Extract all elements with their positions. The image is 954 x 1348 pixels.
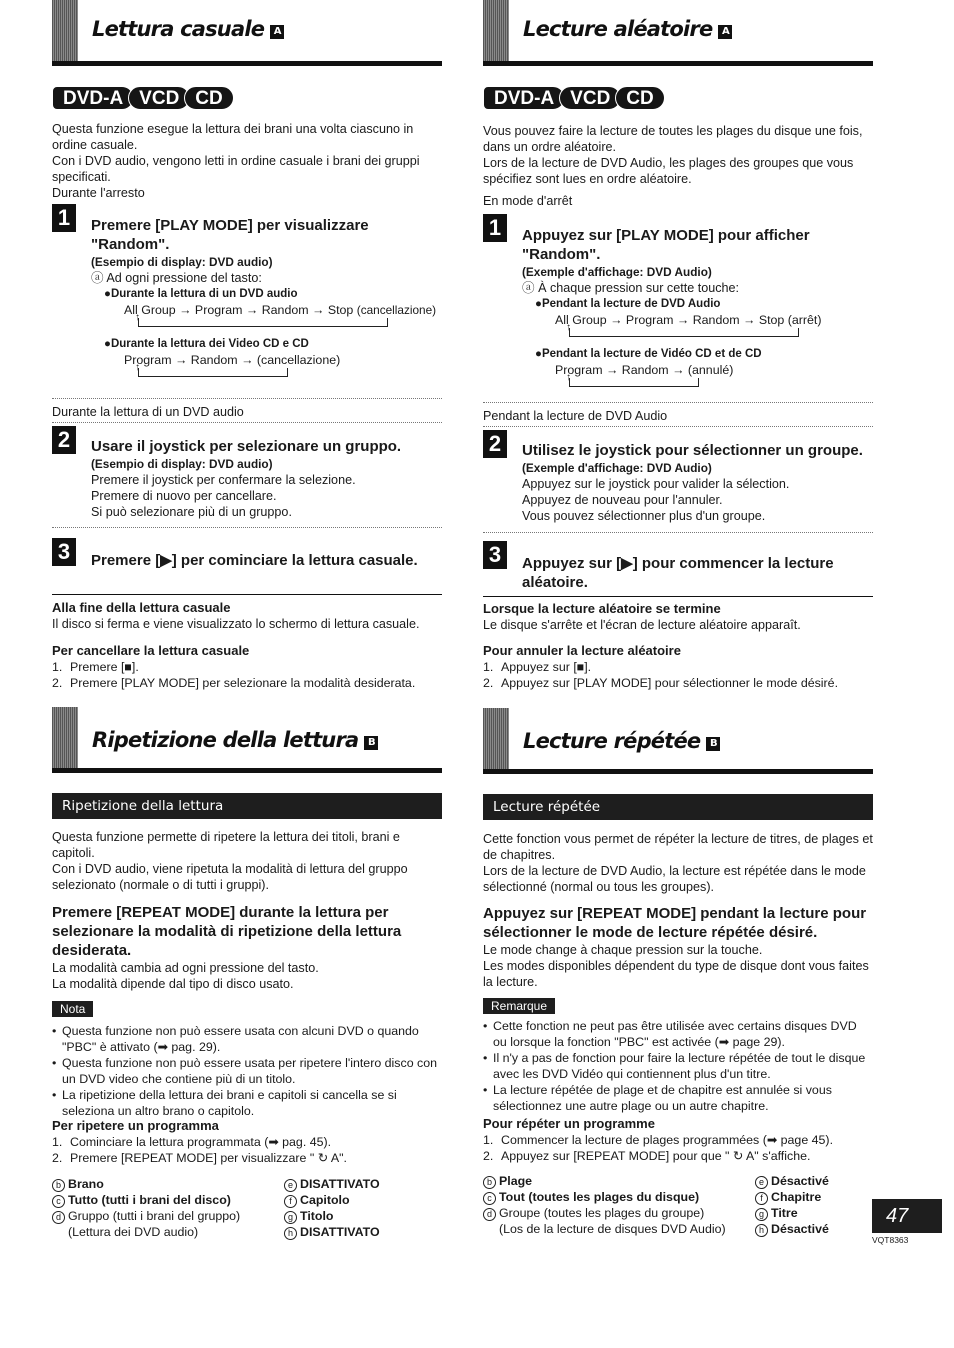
cycle-arrow (569, 328, 873, 338)
end-heading: Alla fine della lettura casuale (52, 600, 231, 615)
mode-item: (Lettura dei DVD audio) (68, 1225, 199, 1239)
sequence-note: (cancellazione) (356, 303, 437, 317)
mode-item: c Tutto (tutti i brani del disco) (52, 1192, 282, 1208)
step-title: Appuyez sur [PLAY MODE] pour afficher "Random". (522, 227, 810, 263)
instruction-text: Premere [REPEAT MODE] durante la lettura per selezionare la modalità di ripetizione della lettura desiderata. (52, 904, 402, 959)
mode-item: f Capitolo (284, 1192, 444, 1208)
mode-item: b Plage (483, 1173, 748, 1189)
list-text: Premere [REPEAT MODE] per visualizzare " ↻ A". (70, 1151, 347, 1165)
note-item: • Cette fonction ne peut pas être utilisée avec certains disques DVD ou lorsque la fonction "PBC" est activée (➡ page 29). (483, 1018, 873, 1050)
step-title: Usare il joystick per selezionare un gruppo. (91, 438, 402, 455)
list-text: Premere [■]. (70, 660, 139, 674)
press-note: ⓐ Ad ogni pressione del tasto: (91, 271, 262, 285)
instruction-note: La modalità cambia ad ogni pressione del tasto. (52, 961, 319, 975)
step-2 (483, 430, 873, 524)
marker-a-icon: A (270, 25, 284, 39)
cancel-section (52, 643, 442, 691)
step-1 (483, 214, 873, 388)
instruction-text: Appuyez sur [REPEAT MODE] pendant la lecture pour sélectionner le mode de lecture répétée désiré. (483, 905, 867, 941)
step-line: Premere il joystick per confermare la selezione. (91, 473, 356, 487)
display-caption: Pendant la lecture de DVD Audio (483, 409, 668, 423)
divider (52, 422, 442, 423)
step-line: Appuyez de nouveau pour l'annuler. (522, 493, 723, 507)
badge-vcd: VCD (128, 86, 190, 110)
note-item: • Questa funzione non può essere usata per ripetere l'intero disco con un DVD video che contiene più di un titolo. (52, 1055, 442, 1087)
mode-item: h DISATTIVATO (284, 1224, 444, 1240)
step-title: Utilisez le joystick pour sélectionner un groupe. (522, 442, 863, 459)
step-line: Si può selezionare più di un gruppo. (91, 505, 292, 519)
mode-item: f Chapitre (755, 1189, 915, 1205)
end-heading: Lorsque la lecture aléatoire se termine (483, 601, 721, 616)
mode-item: b Brano (52, 1176, 282, 1192)
section-header-repeat (483, 708, 873, 774)
list-text: Commencer la lecture de plages programmées (➡ page 45). (501, 1133, 834, 1147)
list-item: 1. Appuyez sur [■]. (483, 660, 592, 674)
section-title: Lecture aléatoire A (523, 16, 732, 42)
header-rule (52, 768, 442, 773)
step-2 (52, 426, 442, 520)
header-bar (52, 707, 78, 773)
mode-item: g Titolo (284, 1208, 444, 1224)
list-item: 1. Commencer la lecture de plages programmées (➡ page 45). (483, 1133, 834, 1147)
divider (52, 527, 442, 528)
cancel-heading: Per cancellare la lettura casuale (52, 643, 250, 658)
document-code: VQT8363 (872, 1235, 909, 1245)
mode-item: (Los de la lecture de disques DVD Audio) (499, 1222, 726, 1236)
header-rule (483, 61, 873, 66)
display-example: (Exemple d'affichage: DVD Audio) (522, 265, 712, 279)
note-box (483, 998, 873, 1114)
list-text: Appuyez sur [■]. (501, 660, 592, 674)
end-text: Le disque s'arrête et l'écran de lecture aléatoire apparaît. (483, 618, 801, 632)
divider (52, 398, 442, 399)
step-3 (52, 538, 442, 570)
divider (483, 532, 873, 533)
list-item: 2. Appuyez sur [REPEAT MODE] pour que " ↻ A" s'affiche. (483, 1149, 811, 1163)
header-rule (483, 769, 873, 774)
mode-item: d Gruppo (tutti i brani del gruppo) (52, 1208, 282, 1224)
badge-cd: CD (184, 86, 233, 110)
note-item: • Il n'y a pas de fonction pour faire la lecture répétée de tout le disque avec les DVD Vidéo qui contiennent plus d'un titre. (483, 1050, 873, 1082)
mode-item: e Désactivé (755, 1173, 915, 1189)
cancel-section (483, 643, 873, 691)
mode-item: d Groupe (toutes les plages du groupe) (483, 1205, 748, 1221)
instruction (483, 904, 873, 990)
section-header-repeat (52, 707, 442, 773)
intro-text (52, 121, 442, 201)
section-header-random (52, 0, 442, 66)
step-number: 1 (483, 214, 507, 242)
section-header-random (483, 0, 873, 66)
step-3 (483, 541, 873, 592)
intro-line: En mode d'arrêt (483, 194, 573, 208)
bullet-vcd-cd: ●Durante la lettura dei Video CD e CD (104, 338, 309, 350)
disc-badges (52, 86, 442, 112)
badge-dvd-audio: DVD-A (52, 86, 134, 110)
section-title: Lecture répétée B (523, 728, 720, 754)
divider (483, 596, 873, 597)
step-number: 3 (52, 538, 76, 566)
intro-line: Questa funzione esegue la lettura dei brani una volta ciascuno in ordine casuale. (52, 122, 414, 152)
header-bar (483, 708, 509, 774)
step-number: 2 (52, 426, 76, 454)
mode-item: g Titre (755, 1205, 915, 1221)
note-item: • Questa funzione non può essere usata con alcuni DVD o quando "PBC" è attivato (➡ pag. 29). (52, 1023, 442, 1055)
program-heading: Pour répéter un programme (483, 1116, 655, 1131)
intro-line: Lors de la lecture de DVD Audio, les plages des groupes que vous spécifiez sont lues en ordre aléatoire. (483, 156, 854, 186)
bullet-vcd-cd: ●Pendant la lecture de Vidéo CD et de CD (535, 348, 762, 360)
list-item: 2. Appuyez sur [PLAY MODE] pour sélectionner le mode désiré. (483, 676, 839, 690)
instruction-note: Le mode change à chaque pression sur la touche. (483, 943, 763, 957)
note-box (52, 1001, 442, 1119)
instruction (52, 903, 442, 992)
subsection-band: Lecture répétée (483, 794, 873, 820)
bullet-dvd-audio: ●Pendant la lecture de DVD Audio (535, 298, 721, 310)
badge-dvd-audio: DVD-A (483, 86, 565, 110)
list-item: 1. Premere [■]. (52, 660, 139, 674)
repeat-intro (483, 831, 873, 895)
intro-line: Questa funzione permette di ripetere la lettura dei titoli, brani e capitoli. (52, 830, 400, 860)
step-line: Appuyez sur le joystick pour valider la sélection. (522, 477, 790, 491)
divider (483, 426, 873, 427)
display-caption: Durante la lettura di un DVD audio (52, 405, 244, 419)
cancel-heading: Pour annuler la lecture aléatoire (483, 643, 681, 658)
note-tag: Remarque (483, 998, 555, 1014)
press-note: ⓐ À chaque pression sur cette touche: (522, 281, 740, 295)
display-example: (Exemple d'affichage: DVD Audio) (522, 461, 712, 475)
section-title: Ripetizione della lettura B (92, 727, 378, 753)
display-example: (Esempio di display: DVD audio) (91, 457, 273, 471)
cycle-arrow (569, 378, 873, 388)
step-number: 3 (483, 541, 507, 569)
disc-badges (483, 86, 873, 112)
sequence-vcd-cd: Program → Random → (annulé) (555, 363, 734, 377)
cycle-arrow (138, 368, 442, 378)
header-rule (52, 61, 442, 66)
cycle-arrow (138, 318, 442, 328)
program-section (52, 1118, 442, 1166)
list-text: Appuyez sur [PLAY MODE] pour sélectionner le mode désiré. (501, 676, 839, 690)
sequence-dvd-audio: All Group → Program → Random → Stop (arrêt) (555, 313, 822, 327)
end-text: Il disco si ferma e viene visualizzato lo schermo di lettura casuale. (52, 617, 420, 631)
list-item: 2. Premere [PLAY MODE] per selezionare la modalità desiderata. (52, 676, 416, 690)
repeat-modes (52, 1176, 442, 1246)
end-section (52, 600, 442, 632)
list-text: Premere [PLAY MODE] per selezionare la modalità desiderata. (70, 676, 416, 690)
badge-vcd: VCD (559, 86, 621, 110)
marker-b-icon: B (364, 736, 378, 750)
intro-line: Durante l'arresto (52, 186, 145, 200)
list-text: Appuyez sur [REPEAT MODE] pour que " ↻ A" s'affiche. (501, 1149, 811, 1163)
mode-item: e DISATTIVATO (284, 1176, 444, 1192)
repeat-intro (52, 829, 442, 893)
step-title: Premere [▶] per cominciare la lettura casuale. (91, 552, 418, 569)
intro-line: Vous pouvez faire la lecture de toutes les plages du disque une fois, dans un ordre aléatoire. (483, 124, 863, 154)
program-heading: Per ripetere un programma (52, 1118, 219, 1133)
intro-line: Con i DVD audio, vengono letti in ordine casuale i brani dei gruppi specificati. (52, 154, 420, 184)
list-item: 2. Premere [REPEAT MODE] per visualizzare " ↻ A". (52, 1151, 347, 1165)
subsection-band: Ripetizione della lettura (52, 793, 442, 819)
step-line: Vous pouvez sélectionner plus d'un groupe. (522, 509, 766, 523)
step-title: Appuyez sur [▶] pour commencer la lecture aléatoire. (522, 555, 834, 591)
page-number: 47 (872, 1199, 942, 1233)
mode-item: h Désactivé (755, 1221, 915, 1237)
sequence-vcd-cd: Program → Random → (cancellazione) (124, 353, 341, 367)
step-number: 1 (52, 204, 76, 232)
note-tag: Nota (52, 1001, 93, 1017)
note-item: • La lecture répétée de plage et de chapitre est annulée si vous sélectionnez une autre plage ou un autre chapitre. (483, 1082, 873, 1114)
step-title: Premere [PLAY MODE] per visualizzare "Random". (91, 217, 369, 253)
section-title: Lettura casuale A (92, 16, 284, 42)
badge-cd: CD (615, 86, 664, 110)
mode-item: c Tout (toutes les plages du disque) (483, 1189, 748, 1205)
divider (52, 594, 442, 595)
repeat-modes (483, 1173, 873, 1243)
list-text: Cominciare la lettura programmata (➡ pag. 45). (70, 1135, 332, 1149)
step-line: Premere di nuovo per cancellare. (91, 489, 277, 503)
divider (483, 402, 873, 403)
marker-a-icon: A (718, 25, 732, 39)
end-section (483, 601, 873, 633)
sequence-dvd-audio (124, 302, 442, 318)
marker-b-icon: B (706, 737, 720, 751)
instruction-note: La modalità dipende dal tipo di disco usato. (52, 977, 294, 991)
sequence-text: All Group → Program → Random → Stop (124, 303, 354, 317)
header-bar (483, 0, 509, 66)
step-1 (52, 204, 442, 378)
instruction-note: Les modes disponibles dépendent du type de disque dont vous faites la lecture. (483, 959, 869, 989)
intro-text (483, 123, 873, 209)
bullet-dvd-audio: ●Durante la lettura di un DVD audio (104, 288, 298, 300)
display-example: (Esempio di display: DVD audio) (91, 255, 273, 269)
list-item: 1. Cominciare la lettura programmata (➡ pag. 45). (52, 1135, 332, 1149)
note-item: • La ripetizione della lettura dei brani e capitoli si cancella se si seleziona un altro brano o capitolo. (52, 1087, 442, 1119)
step-number: 2 (483, 430, 507, 458)
intro-line: Con i DVD audio, viene ripetuta la modalità di lettura del gruppo selezionato (normale o di tutti i gruppi). (52, 862, 408, 892)
header-bar (52, 0, 78, 66)
intro-line: Cette fonction vous permet de répéter la lecture de titres, de plages et de chapitres. (483, 832, 873, 862)
intro-line: Lors de la lecture de DVD Audio, la lecture est répétée dans le mode sélectionné (normal ou tous les groupes). (483, 864, 866, 894)
program-section (483, 1116, 873, 1164)
